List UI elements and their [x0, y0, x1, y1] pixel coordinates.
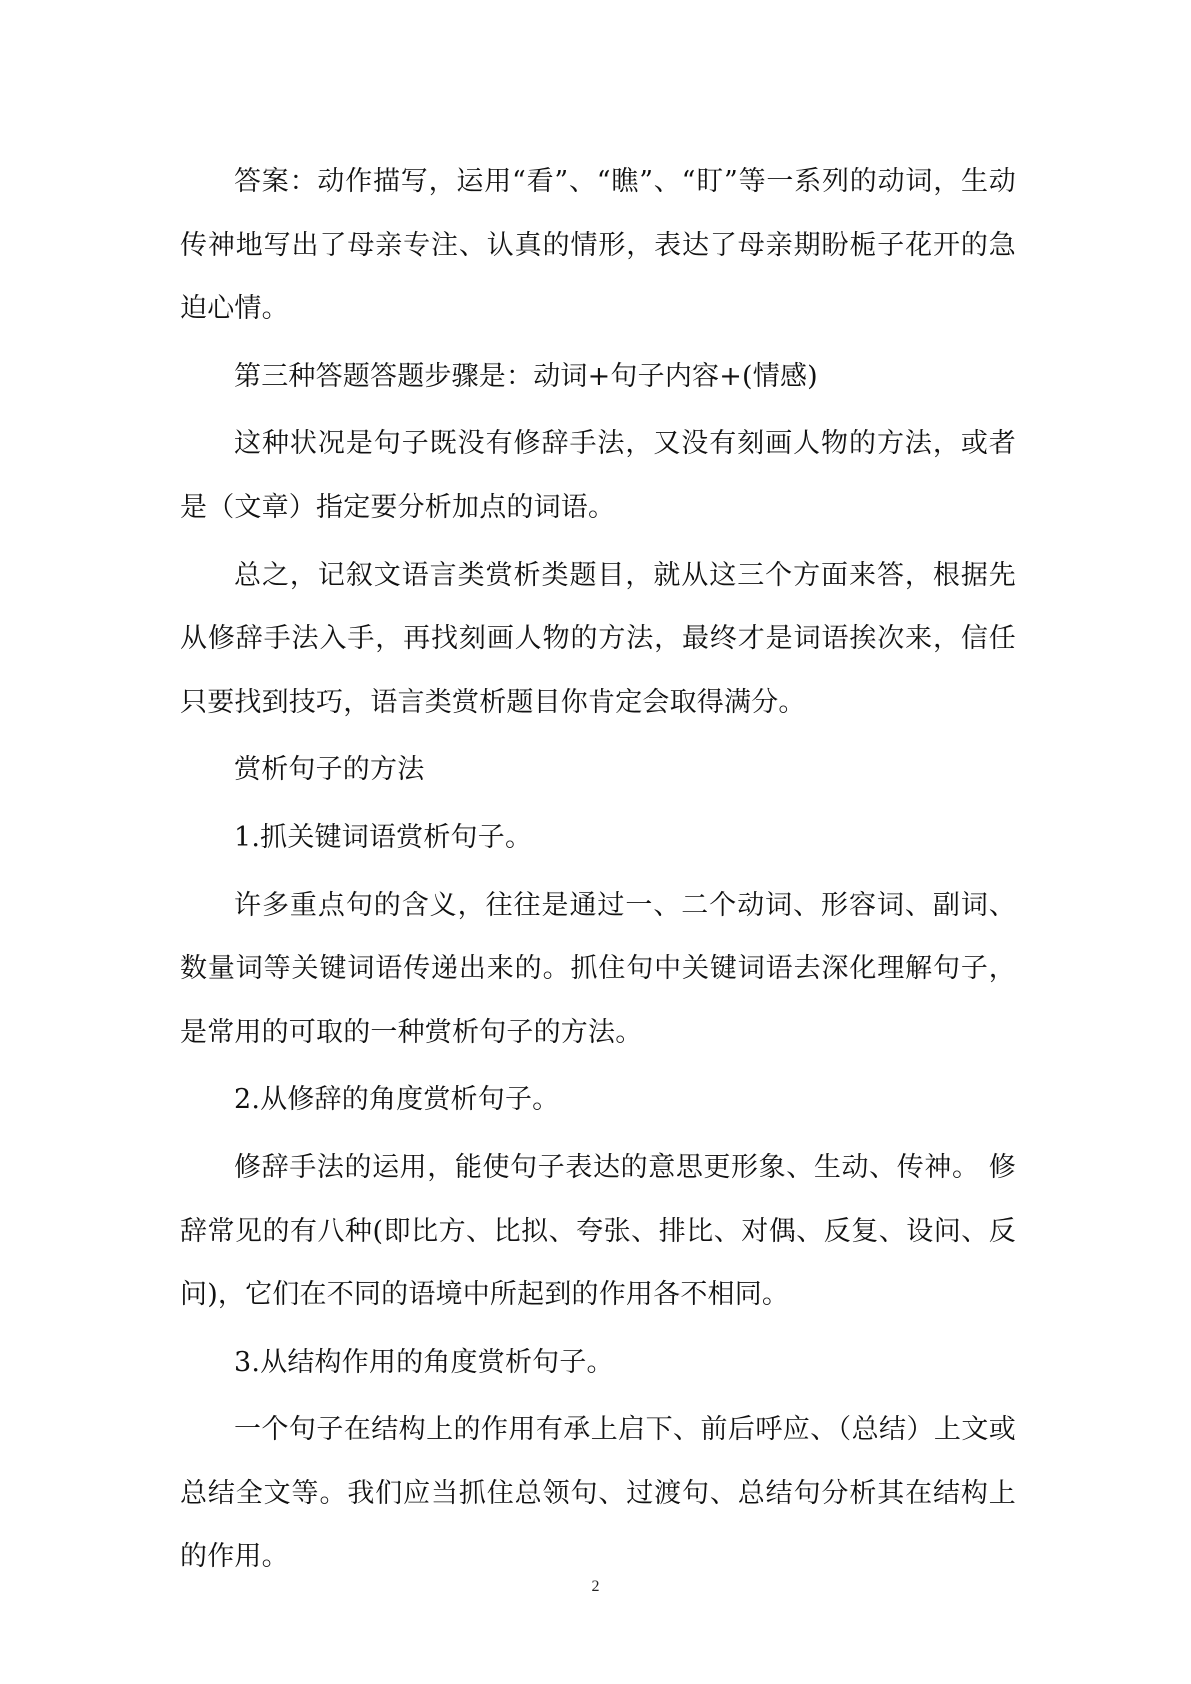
page-number: 2 — [591, 1578, 600, 1595]
paragraph-third-method-situation: 这种状况是句子既没有修辞手法，又没有刻画人物的方法，或者是（文章）指定要分析加点的词语。 — [180, 428, 1016, 523]
method-3-heading: 3.从结构作用的角度赏析句子。 — [234, 1346, 614, 1378]
method-2-heading: 2.从修辞的角度赏析句子。 — [234, 1084, 560, 1116]
paragraph-third-method-steps: 第三种答题答题步骤是：动词+句子内容+(情感) — [234, 360, 818, 392]
method-2-body: 修辞手法的运用，能使句子表达的意思更形象、生动、传神。 修辞常见的有八种(即比方、比拟、夸张、排比、对偶、反复、设问、反问)，它们在不同的语境中所起到的作用各不相同。 — [180, 1151, 1016, 1311]
method-3-body: 一个句子在结构上的作用有承上启下、前后呼应、（总结）上文或总结全文等。我们应当抓住总领句、过渡句、总结句分析其在结构上的作用。 — [180, 1414, 1016, 1573]
paragraph-summary: 总之，记叙文语言类赏析类题目，就从这三个方面来答，根据先从修辞手法入手，再找刻画人物的方法，最终才是词语挨次来，信任只要找到技巧，语言类赏析题目你肯定会取得满分。 — [180, 559, 1016, 718]
section-heading-sentence-methods: 赏析句子的方法 — [234, 754, 425, 786]
method-1-heading: 1.抓关键词语赏析句子。 — [234, 821, 533, 853]
method-1-body: 许多重点句的含义，往往是通过一、二个动词、形容词、副词、数量词等关键词语传递出来的。抓住句中关键词语去深化理解句子，是常用的可取的一种赏析句子的方法。 — [180, 889, 1016, 1048]
document-body — [180, 150, 1016, 1593]
paragraph-answer: 答案：动作描写，运用“看”、“瞧”、“盯”等一系列的动词，生动传神地写出了母亲专注、认真的情形，表达了母亲期盼栀子花开的急迫心情。 — [180, 166, 1016, 325]
